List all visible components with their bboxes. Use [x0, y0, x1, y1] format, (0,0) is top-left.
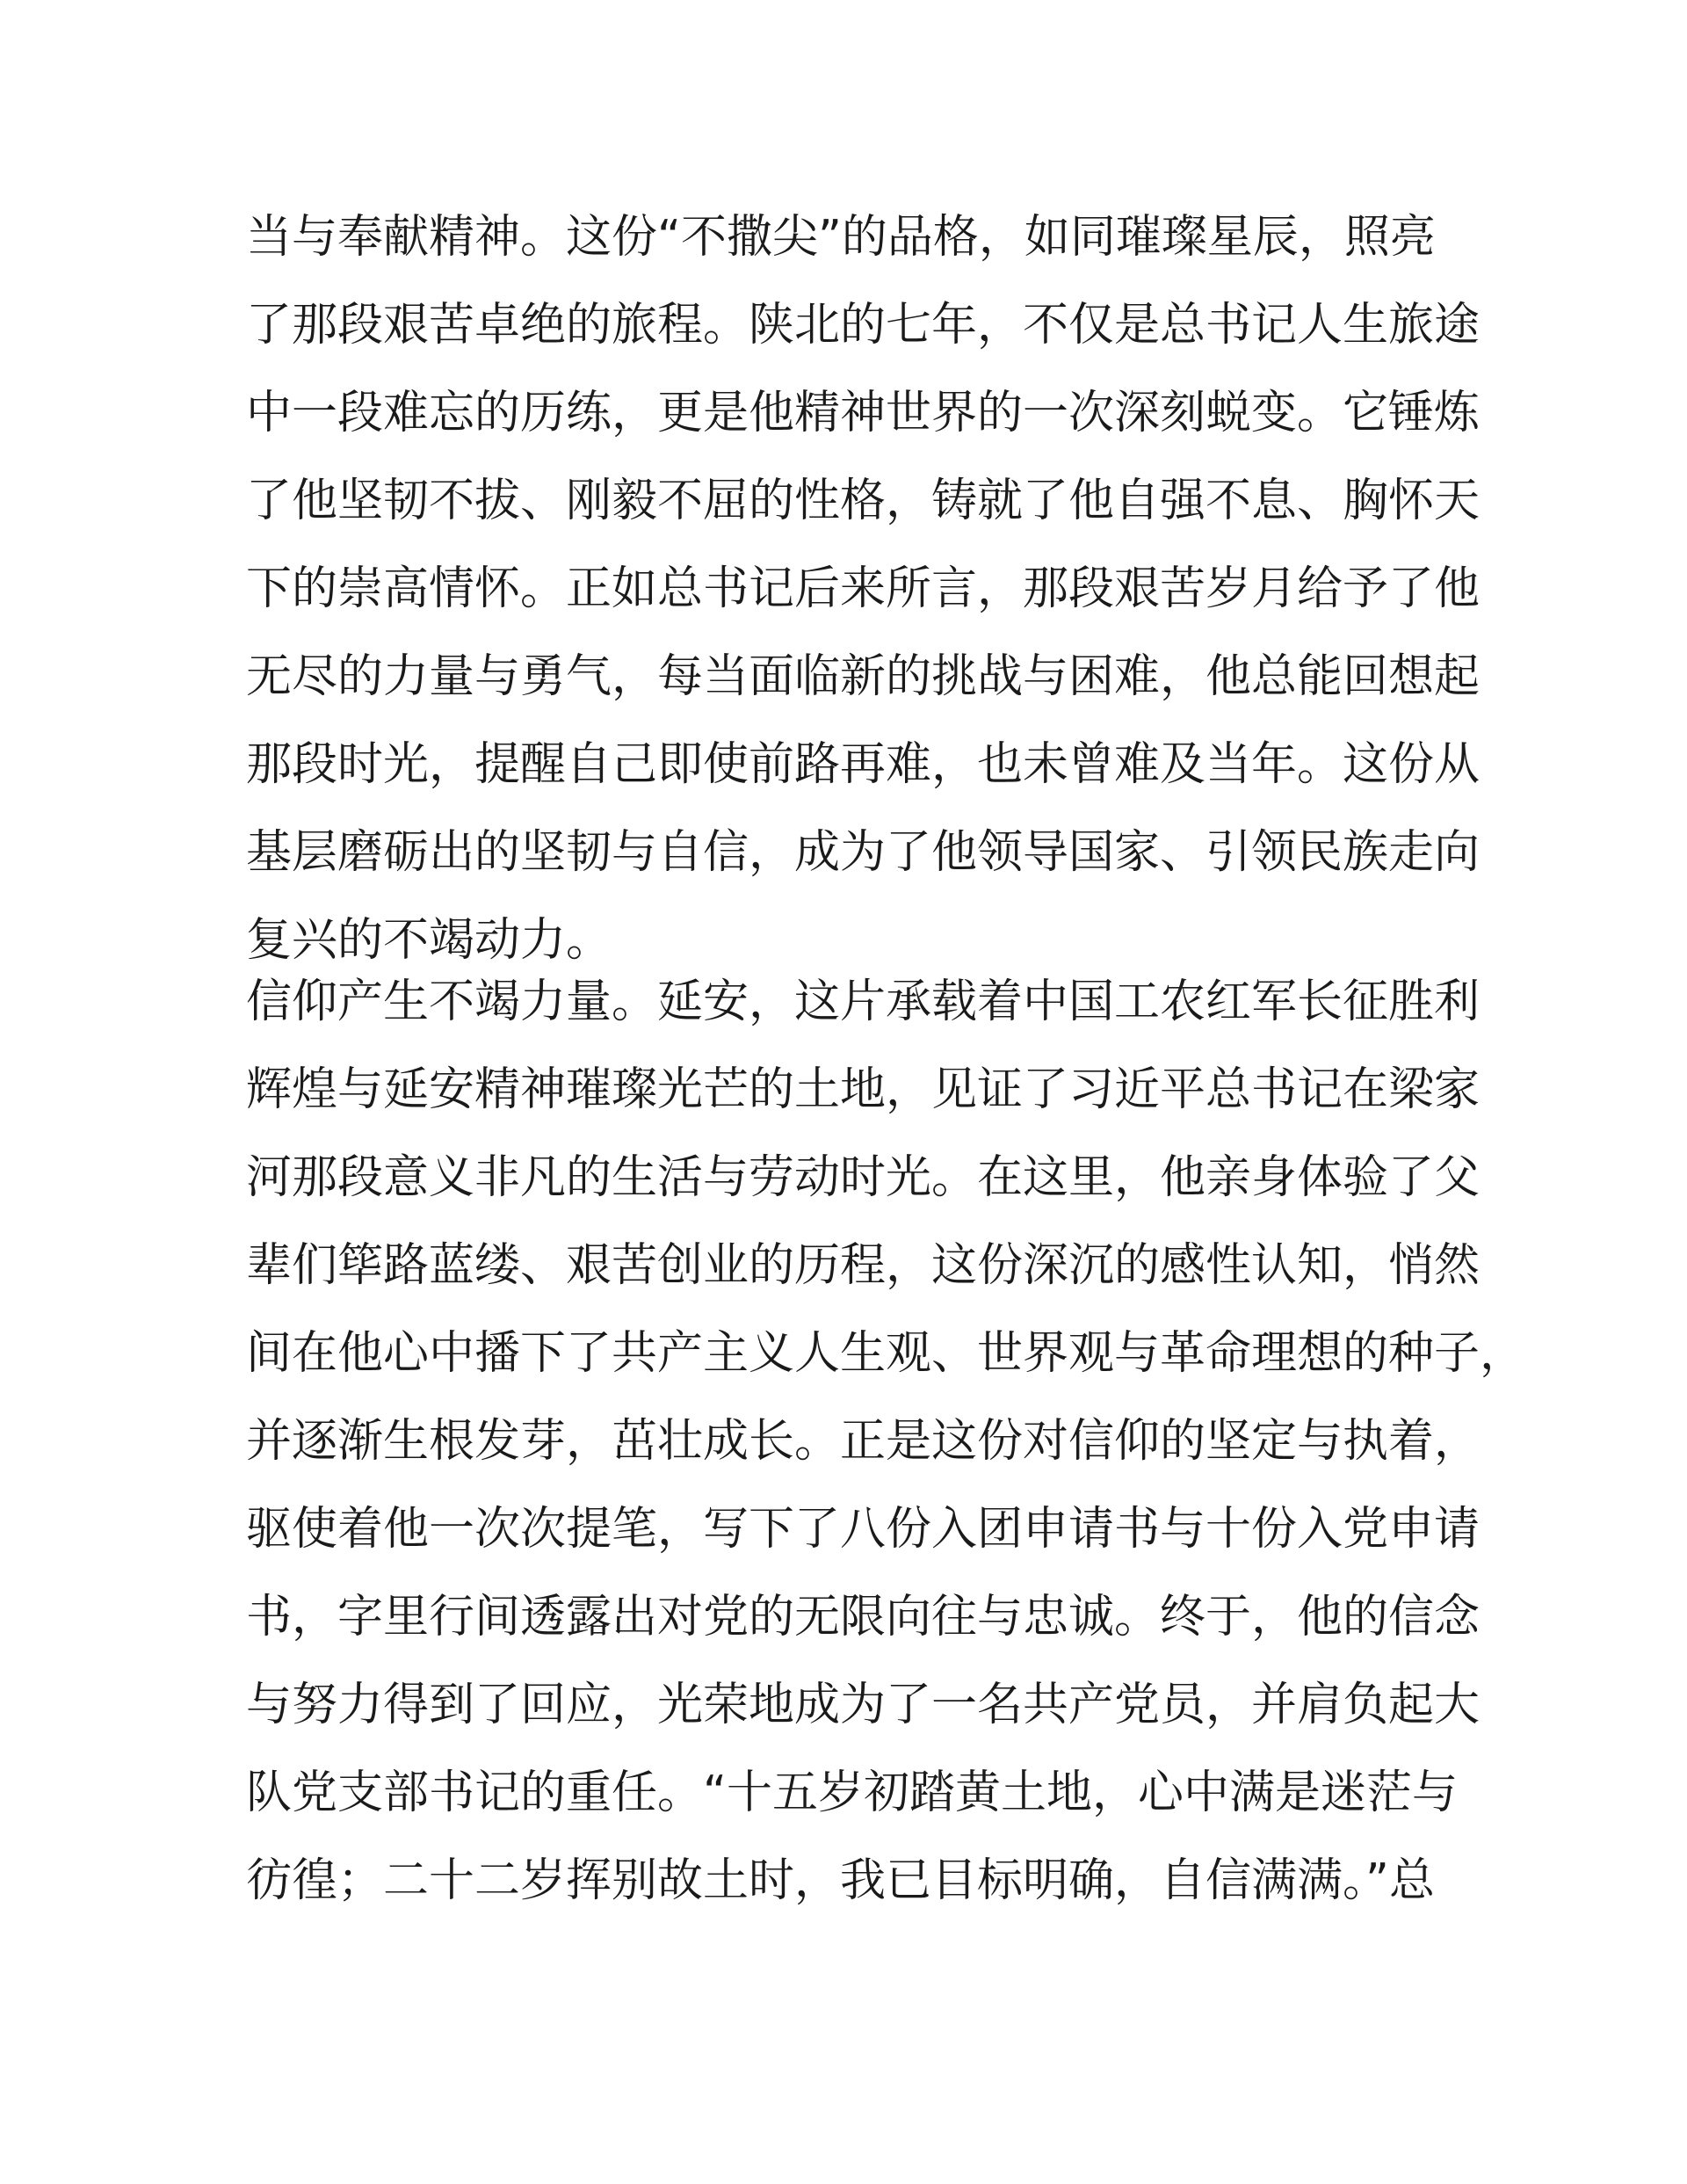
text-line: 下的崇高情怀。正如总书记后来所言，那段艰苦岁月给予了他 — [246, 562, 1481, 615]
paragraph-2 — [246, 958, 1526, 1925]
text-line: 基层磨砺出的坚韧与自信，成为了他领导国家、引领民族走向 — [246, 826, 1481, 879]
text-line: 辉煌与延安精神璀璨光芒的土地，见证了习近平总书记在梁家 — [246, 1063, 1481, 1116]
text-line: 驱使着他一次次提笔，写下了八份入团申请书与十份入党申请 — [246, 1503, 1481, 1556]
text-line: 队党支部书记的重任。“十五岁初踏黄土地，心中满是迷茫与 — [246, 1767, 1458, 1819]
text-line: 辈们筚路蓝缕、艰苦创业的历程，这份深沉的感性认知，悄然 — [246, 1239, 1481, 1292]
text-line: 河那段意义非凡的生活与劳动时光。在这里，他亲身体验了父 — [246, 1151, 1481, 1204]
text-line: 与努力得到了回应，光荣地成为了一名共产党员，并肩负起大 — [246, 1679, 1481, 1731]
text-line: 中一段难忘的历练，更是他精神世界的一次深刻蜕变。它锤炼 — [246, 387, 1481, 439]
text-line: 那段时光，提醒自己即使前路再难，也未曾难及当年。这份从 — [246, 738, 1481, 791]
text-line: 彷徨；二十二岁挥别故土时，我已目标明确，自信满满。”总 — [246, 1854, 1435, 1907]
text-line: 无尽的力量与勇气，每当面临新的挑战与困难，他总能回想起 — [246, 650, 1481, 703]
text-line: 并逐渐生根发芽，茁壮成长。正是这份对信仰的坚定与执着， — [246, 1415, 1481, 1468]
text-line: 书，字里行间透露出对党的无限向往与忠诚。终于，他的信念 — [246, 1591, 1481, 1643]
text-line: 信仰产生不竭力量。延安，这片承载着中国工农红军长征胜利 — [246, 976, 1481, 1028]
paragraph-1 — [246, 193, 1481, 984]
text-line: 当与奉献精神。这份“不撒尖”的品格，如同璀璨星辰，照亮 — [246, 211, 1436, 264]
text-line: 复兴的不竭动力。 — [246, 914, 612, 967]
text-line: 了那段艰苦卓绝的旅程。陕北的七年，不仅是总书记人生旅途 — [246, 299, 1481, 352]
text-line: 了他坚韧不拔、刚毅不屈的性格，铸就了他自强不息、胸怀天 — [246, 475, 1481, 527]
text-line: 间在他心中播下了共产主义人生观、世界观与革命理想的种子， — [246, 1327, 1526, 1380]
